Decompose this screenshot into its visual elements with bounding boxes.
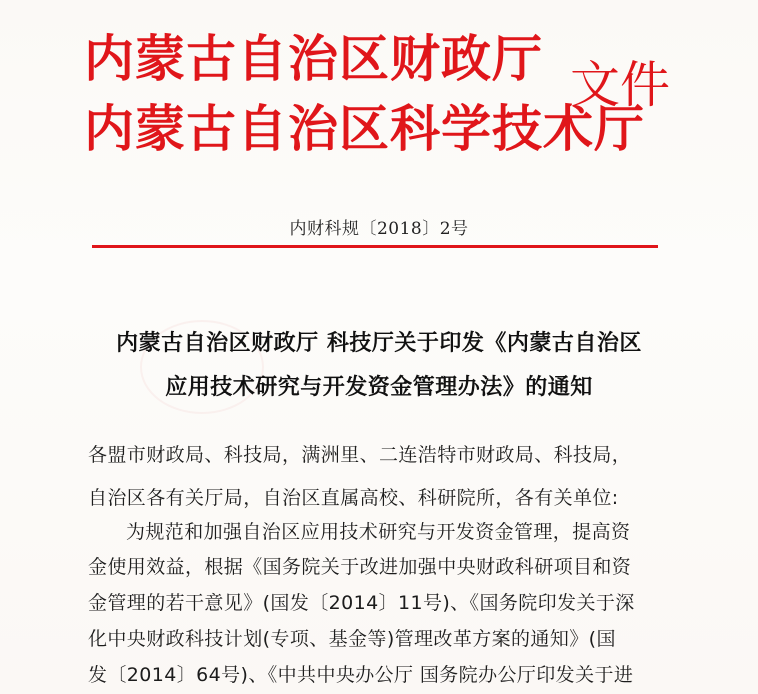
body-line-6: 化中央财政科技计划(专项、基金等)管理改革方案的通知》(国 — [88, 628, 616, 650]
body-line-7: 发〔2014〕64号)、《中共中央办公厅 国务院办公厅印发关于进 — [88, 664, 634, 686]
body-line-1: 各盟市财政局、科技局，满洲里、二连浩特市财政局、科技局， — [88, 444, 632, 466]
notice-title-line-2: 应用技术研究与开发资金管理办法》的通知 — [165, 375, 593, 400]
body-line-5: 金管理的若干意见》(国发〔2014〕11号)、《国务院印发关于深 — [88, 592, 635, 614]
document-number: 内财科规〔2018〕2号 — [289, 219, 469, 239]
issuer-line-finance: 内蒙古自治区财政厅 — [84, 29, 543, 88]
notice-title-line-1: 内蒙古自治区财政厅 科技厅关于印发《内蒙古自治区 — [116, 331, 642, 356]
body-line-2: 自治区各有关厅局，自治区直属高校、科研院所，各有关单位: — [88, 487, 619, 509]
red-divider-line — [92, 245, 658, 248]
issuer-line-science: 内蒙古自治区科学技术厅 — [84, 99, 645, 158]
document-suffix: 文件 — [570, 56, 670, 114]
body-line-4: 金使用效益，根据《国务院关于改进加强中央财政科研项目和资 — [88, 556, 632, 578]
body-line-3: 为规范和加强自治区应用技术研究与开发资金管理，提高资 — [126, 521, 631, 543]
